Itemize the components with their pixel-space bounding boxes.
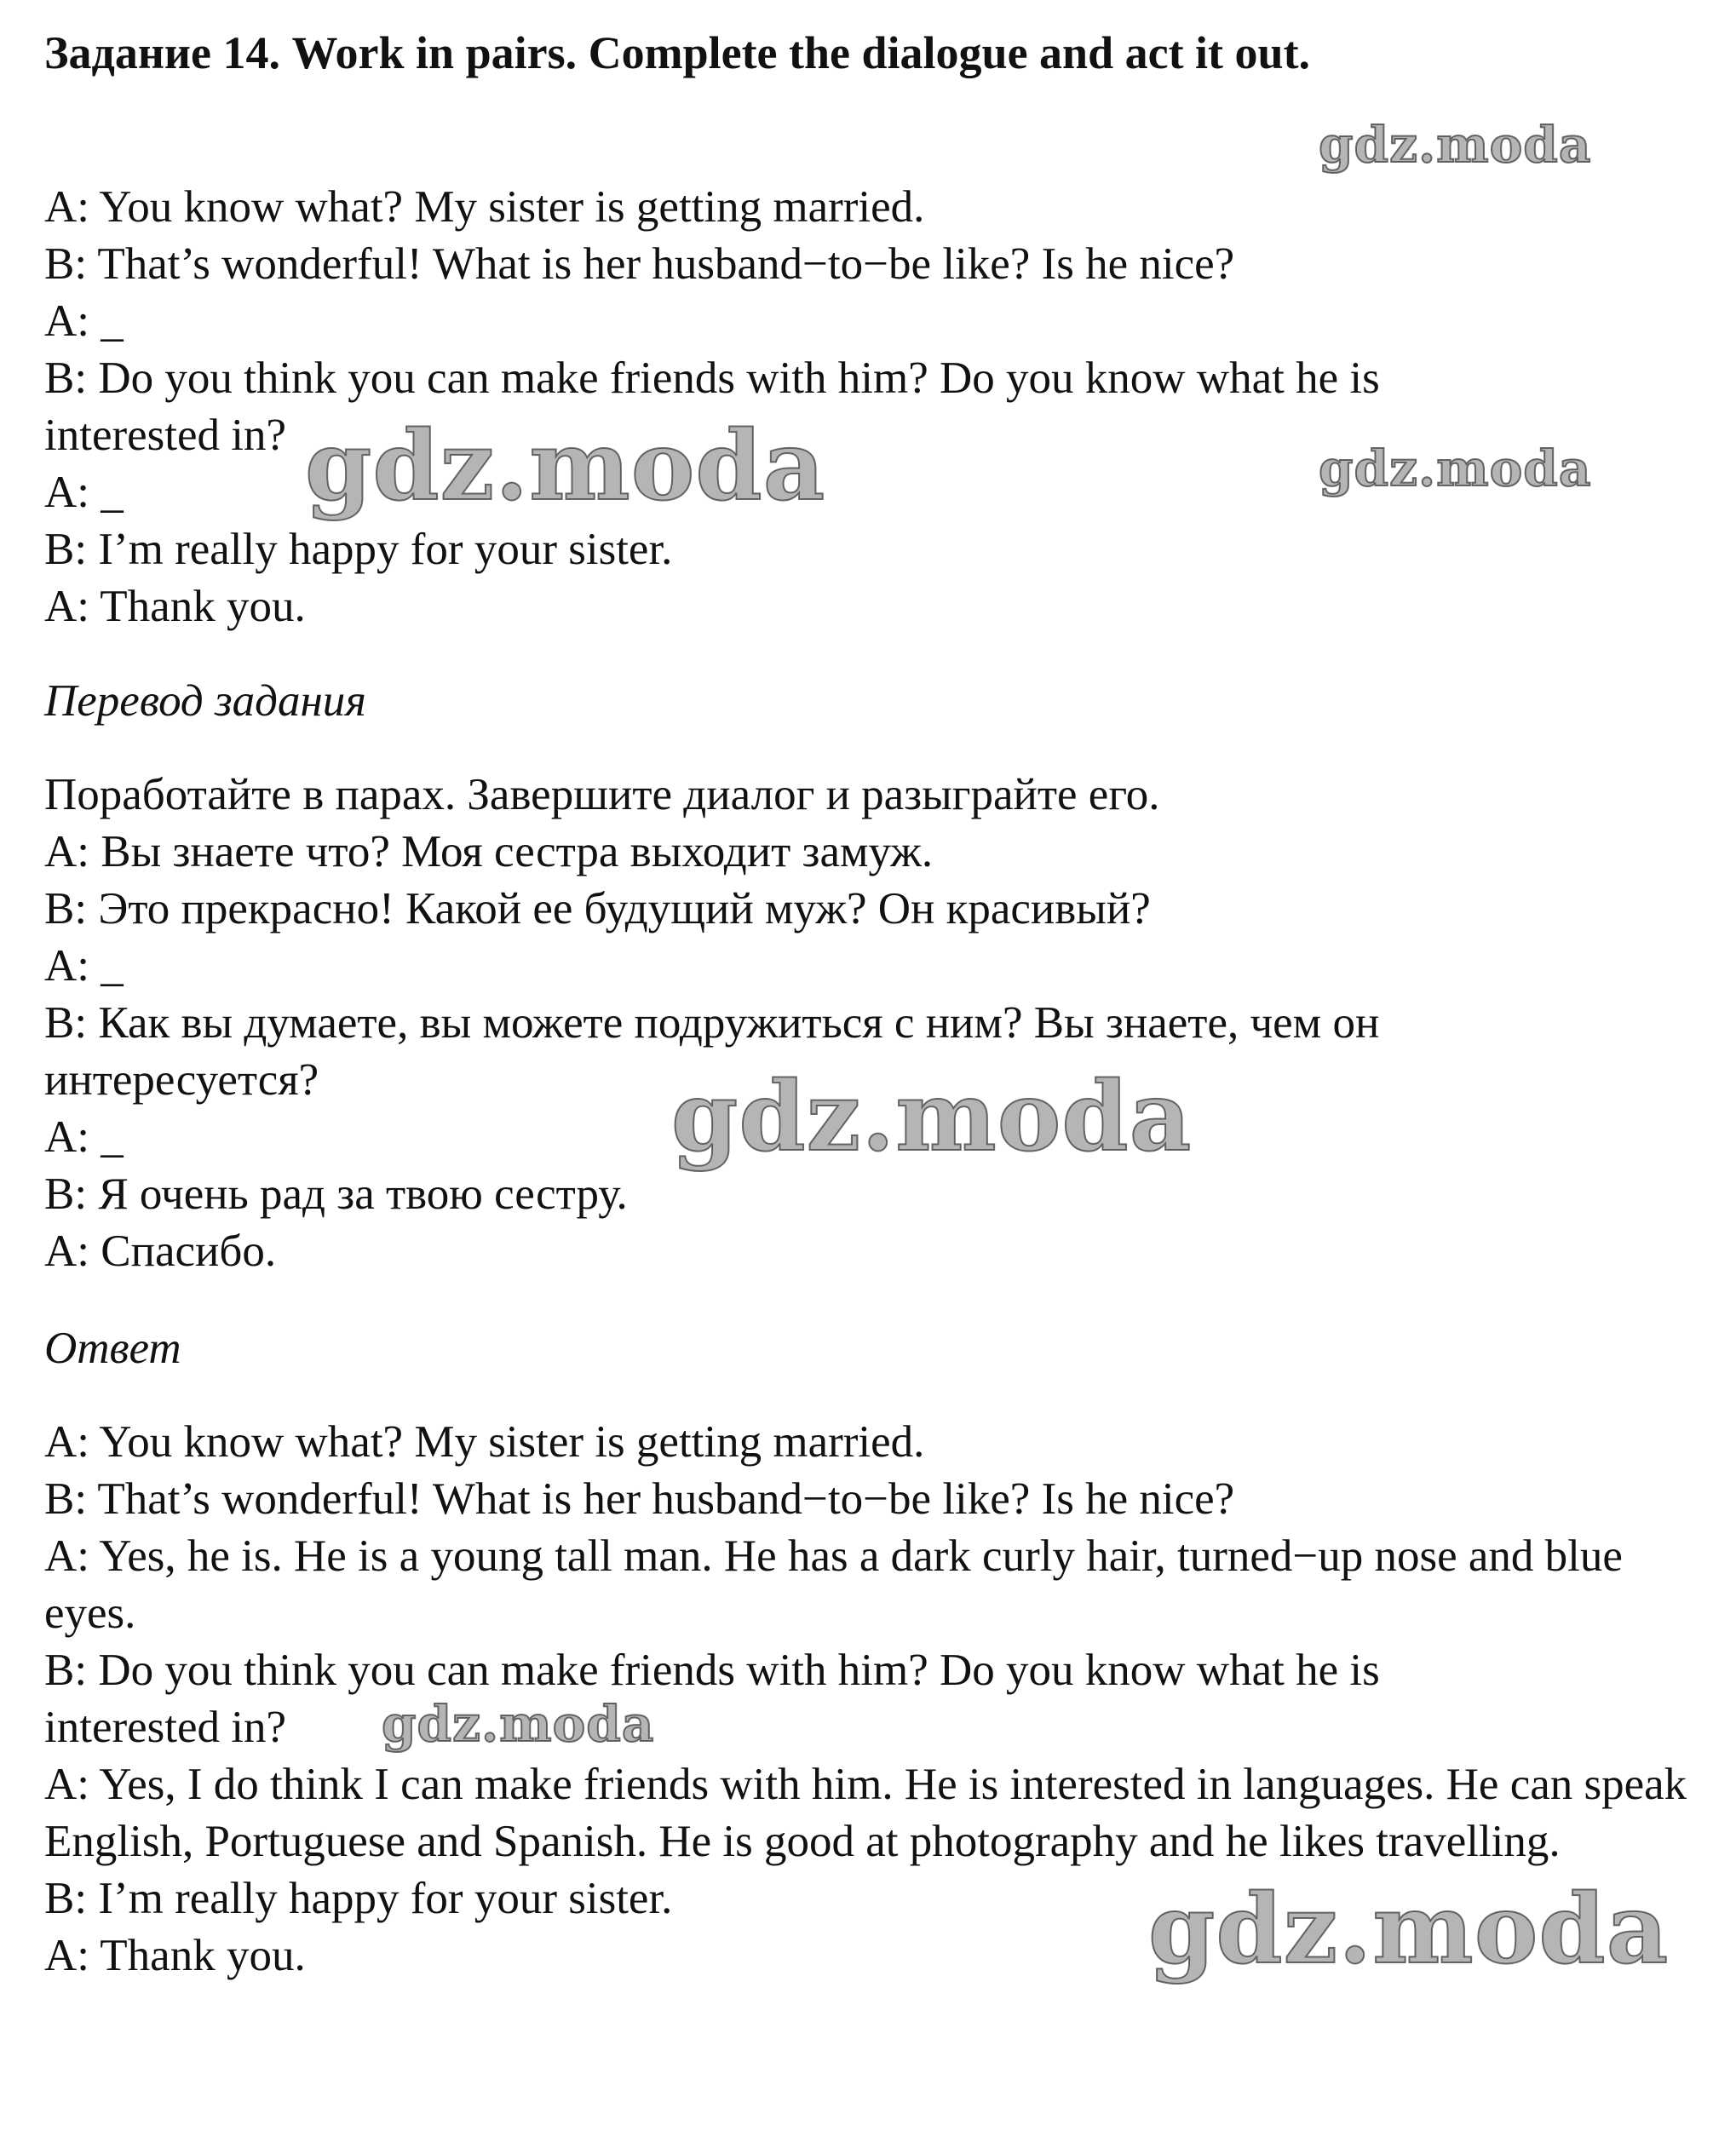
watermark: gdz.moda [671, 1061, 1193, 1173]
watermark: gdz.moda [305, 411, 826, 522]
answer-line: A: Thank you. [44, 1931, 306, 1980]
watermark: gdz.moda [1148, 1874, 1670, 1985]
translation-line: B: Я очень рад за твою сестру. [44, 1169, 628, 1219]
dialogue-line: A: Thank you. [44, 582, 306, 631]
dialogue-line: A: You know what? My sister is getting married. [44, 182, 925, 232]
answer-line: B: That’s wonderful! What is her husband−to−be like? Is he nice? [44, 1474, 1235, 1524]
translation-line: A: Спасибо. [44, 1226, 277, 1276]
translation-heading: Перевод задания [44, 676, 366, 726]
translation-line: B: Это прекрасно! Какой ее будущий муж? Он красивый? [44, 884, 1151, 934]
watermark: gdz.moda [382, 1695, 655, 1753]
task-title: Задание 14. Work in pairs. Complete the dialogue and act it out. [44, 27, 1311, 78]
translation-line: A: Вы знаете что? Моя сестра выходит замуж. [44, 827, 934, 876]
answer-line: A: Yes, he is. He is a young tall man. He has a dark curly hair, turned−up nose and blue eyes. [44, 1531, 1623, 1638]
dialogue-line: A: _ [44, 468, 124, 517]
translation-line: A: _ [44, 1112, 124, 1162]
task-dialogue [44, 179, 1714, 635]
answer-text [44, 1414, 1714, 1985]
watermark: gdz.moda [1319, 116, 1592, 174]
translation-text [44, 767, 1714, 1280]
dialogue-line: B: That’s wonderful! What is her husband−to−be like? Is he nice? [44, 239, 1235, 289]
answer-line: B: Do you think you can make friends with him? Do you know what he is interested in? [44, 1646, 1380, 1752]
translation-line: Поработайте в парах. Завершите диалог и разыграйте его. [44, 770, 1160, 819]
watermark: gdz.moda [1319, 439, 1592, 497]
dialogue-line: B: I’m really happy for your sister. [44, 525, 673, 574]
translation-line: B: Как вы думаете, вы можете подружиться с ним? Вы знаете, чем он интересуется? [44, 998, 1380, 1105]
dialogue-line: A: _ [44, 296, 124, 346]
answer-line: A: Yes, I do think I can make friends with him. He is interested in languages. He can speak English, Portuguese and Spanish. He is good at photography and he likes travelling. [44, 1760, 1687, 1866]
translation-line: A: _ [44, 941, 124, 991]
answer-line: B: I’m really happy for your sister. [44, 1874, 673, 1923]
answer-line: A: You know what? My sister is getting married. [44, 1417, 925, 1467]
dialogue-line: B: Do you think you can make friends with him? Do you know what he is interested in? [44, 353, 1380, 460]
answer-heading: Ответ [44, 1324, 181, 1373]
